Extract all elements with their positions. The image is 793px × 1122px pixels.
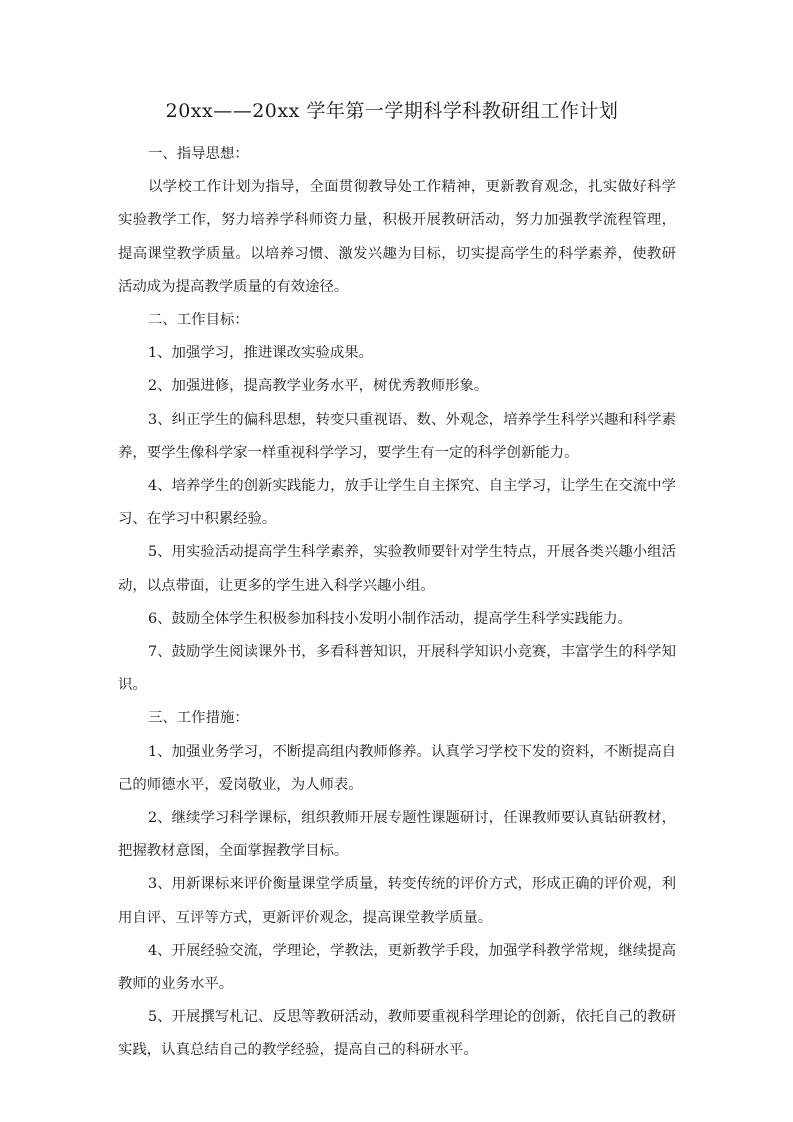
section-heading: 三、工作措施： [148, 710, 249, 727]
document-title: 20xx——20xx 学年第一学期科学科教研组工作计划 [165, 100, 619, 122]
section-guiding-thought [118, 138, 676, 304]
list-item: 6、鼓励全体学生积极参加科技小发明小制作活动，提高学生科学实践能力。 [148, 610, 633, 627]
list-item: 4、培养学生的创新实践能力，放手让学生自主探究、自主学习，让学生在交流中学习、在学习中积累经验。 [118, 478, 676, 528]
list-item: 5、开展撰写札记、反思等教研活动，教师要重视科学理论的创新，依托自己的教研实践，认真总结自己的教学经验，提高自己的科研水平。 [118, 1009, 676, 1059]
list-item: 2、继续学习科学课标，组织教师开展专题性课题研讨，任课教师要认真钻研教材，把握教材意图，全面掌握教学目标。 [118, 810, 676, 860]
list-item: 3、纠正学生的偏科思想，转变只重视语、数、外观念，培养学生科学兴趣和科学素养，要学生像科学家一样重视科学学习，要学生有一定的科学创新能力。 [118, 411, 676, 461]
section-work-measures [118, 702, 676, 1067]
list-item: 4、开展经验交流，学理论，学教法，更新教学手段，加强学科教学常规，继续提高教师的业务水平。 [118, 942, 676, 993]
list-item: 1、加强业务学习，不断提高组内教师修养。认真学习学校下发的资料，不断提高自己的师德水平，爱岗敬业，为人师表。 [118, 743, 676, 793]
list-item: 2、加强进修，提高教学业务水平，树优秀教师形象。 [148, 378, 489, 395]
section-work-goals [118, 304, 676, 702]
section-heading: 一、指导思想： [148, 146, 249, 162]
list-item: 5、用实验活动提高学生科学素养，实验教师要针对学生特点，开展各类兴趣小组活动，以点带面，让更多的学生进入科学兴趣小组。 [118, 544, 676, 594]
paragraph: 以学校工作计划为指导，全面贯彻教导处工作精神，更新教育观念，扎实做好科学实验教学工作，努力培养学科师资力量，积极开展教研活动，努力加强教学流程管理，提高课堂教学质量。以培养习惯、激发兴趣为目标，切实提高学生的科学素养，使教研活动成为提高教学质量的有效途径。 [118, 179, 676, 295]
list-item: 1、加强学习，推进课改实验成果。 [148, 345, 374, 362]
document-page [118, 98, 676, 1068]
list-item: 3、用新课标来评价衡量课堂学质量，转变传统的评价方式，形成正确的评价观，利用自评、互评等方式，更新评价观念，提高课堂教学质量。 [118, 876, 676, 926]
section-heading: 二、工作目标： [148, 312, 249, 329]
list-item: 7、鼓励学生阅读课外书，多看科普知识，开展科学知识小竞赛，丰富学生的科学知识。 [118, 644, 676, 694]
